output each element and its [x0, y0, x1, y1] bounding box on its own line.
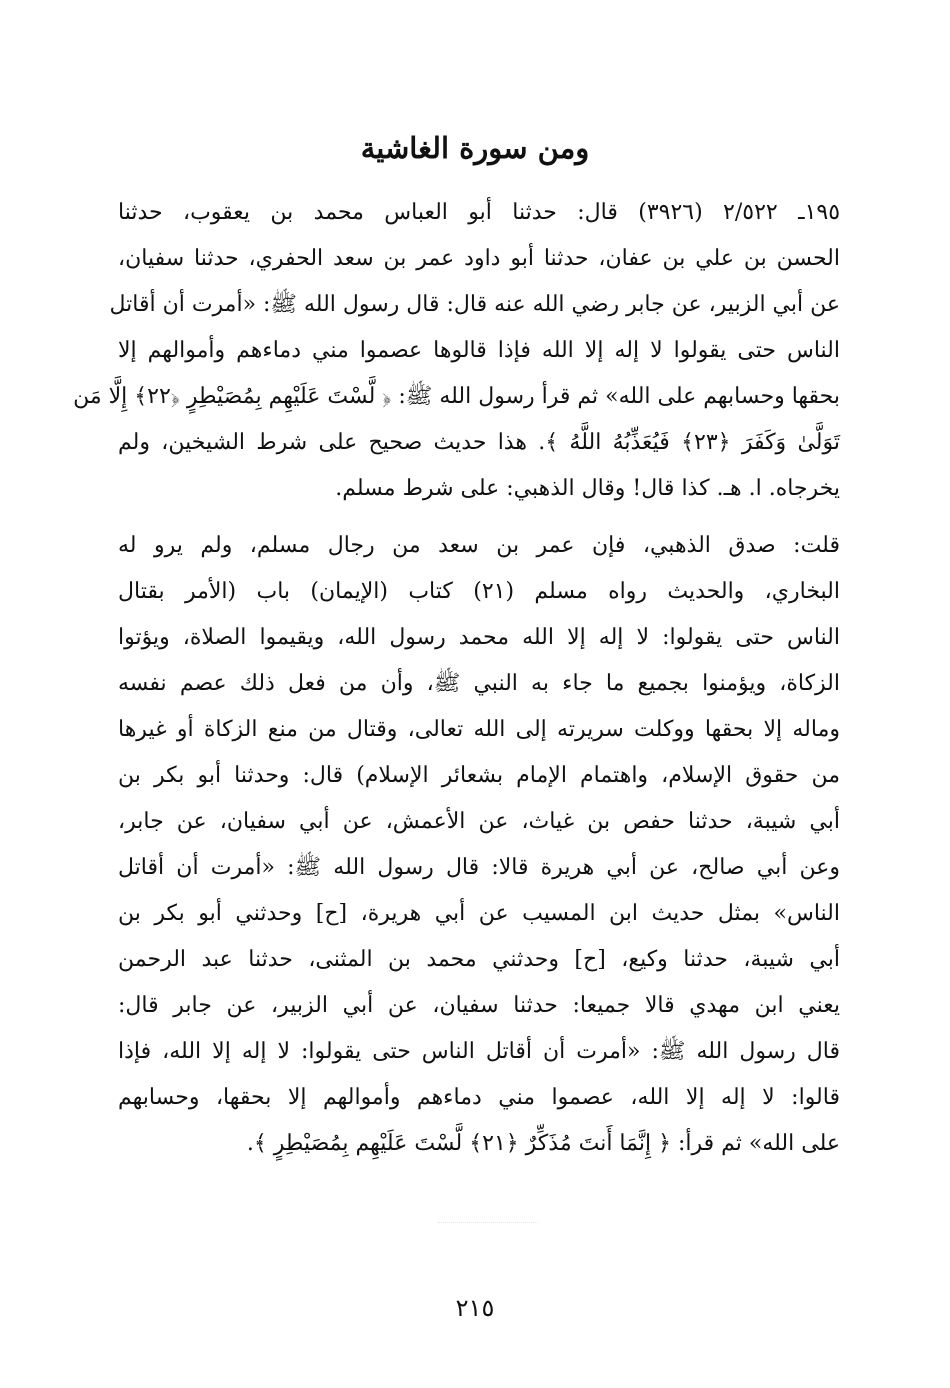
paragraph-hadith — [73, 190, 841, 512]
text-line: تَوَلَّىٰ وَكَفَرَ ﴿٢٣﴾ فَيُعَذِّبُهُ اللَّهُ ﴾. هذا حديث صحيح على شرط الشيخين، ولم — [118, 430, 840, 455]
text-line: ١٩٥ـ ٢/٥٢٢ (٣٩٢٦) قال: حدثنا أبو العباس محمد بن يعقوب، حدثنا — [118, 200, 841, 225]
chapter-title: ومن سورة الغاشية — [360, 131, 590, 165]
text-line: الناس» بمثل حديث ابن المسيب عن أبي هريرة، [ح] وحدثني أبو بكر بن — [118, 901, 840, 926]
text-line: أبي شيبة، حدثنا وكيع، [ح] وحدثني محمد بن المثنى، حدثنا عبد الرحمن — [118, 947, 840, 972]
text-line: قالوا: لا إله إلا الله، عصموا مني دماءهم وأموالهم إلا بحقها، وحسابهم — [118, 1085, 840, 1110]
text-line: قلت: صدق الذهبي، فإن عمر بن سعد من رجال مسلم، ولم يرو له — [118, 533, 840, 558]
text-line: عن أبي الزبير، عن جابر رضي الله عنه قال: قال رسول الله ﷺ: «أمرت أن أقاتل — [109, 292, 840, 317]
text-line: الناس حتى يقولوا: لا إله إلا الله محمد رسول الله، ويقيموا الصلاة، ويؤتوا — [118, 625, 840, 650]
text-line-last: يخرجاه. ا. هـ. كذا قال! وقال الذهبي: على شرط مسلم. — [335, 476, 840, 501]
page-number: ٢١٥ — [455, 1294, 495, 1322]
text-line-last: على الله» ثم قرأ: ﴿ إِنَّمَا أَنتَ مُذَكِّرٌ ﴿٢١﴾ لَّسْتَ عَلَيْهِم بِمُصَيْطِرٍ ﴾. — [246, 1131, 840, 1156]
text-line: أبي شيبة، حدثنا حفص بن غياث، عن الأعمش، عن أبي سفيان، عن جابر، — [118, 809, 840, 834]
text-line: الحسن بن علي بن عفان، حدثنا أبو داود عمر بن سعد الحفري، حدثنا سفيان، — [118, 246, 840, 271]
text-line: وماله إلا بحقها ووكلت سريرته إلى الله تعالى، وقتال من منع الزكاة أو غيرها — [118, 717, 840, 742]
scan-divider — [438, 1222, 538, 1223]
text-line: الناس حتى يقولوا لا إله إلا الله فإذا قالوها عصموا مني دماءهم وأموالهم إلا — [118, 338, 840, 363]
text-line: بحقها وحسابهم على الله» ثم قرأ رسول الله ﷺ: ﴿ لَّسْتَ عَلَيْهِم بِمُصَيْطِرٍ ﴿٢٢﴾ إِلَّا مَن — [73, 384, 840, 409]
text-line: البخاري، والحديث رواه مسلم (٢١) كتاب (الإيمان) باب (الأمر بقتال — [118, 579, 840, 604]
text-line: الزكاة، ويؤمنوا بجميع ما جاء به النبي ﷺ، وأن من فعل ذلك عصم نفسه — [118, 671, 840, 696]
text-line: يعني ابن مهدي قالا جميعا: حدثنا سفيان، عن أبي الزبير، عن جابر قال: — [118, 993, 840, 1018]
text-line: وعن أبي صالح، عن أبي هريرة قالا: قال رسول الله ﷺ: «أمرت أن أقاتل — [118, 855, 840, 880]
paragraph-commentary — [118, 523, 840, 1167]
text-line: قال رسول الله ﷺ: «أمرت أن أقاتل الناس حتى يقولوا: لا إله إلا الله، فإذا — [118, 1039, 840, 1064]
text-line: من حقوق الإسلام، واهتمام الإمام بشعائر الإسلام) قال: وحدثنا أبو بكر بن — [118, 763, 840, 788]
